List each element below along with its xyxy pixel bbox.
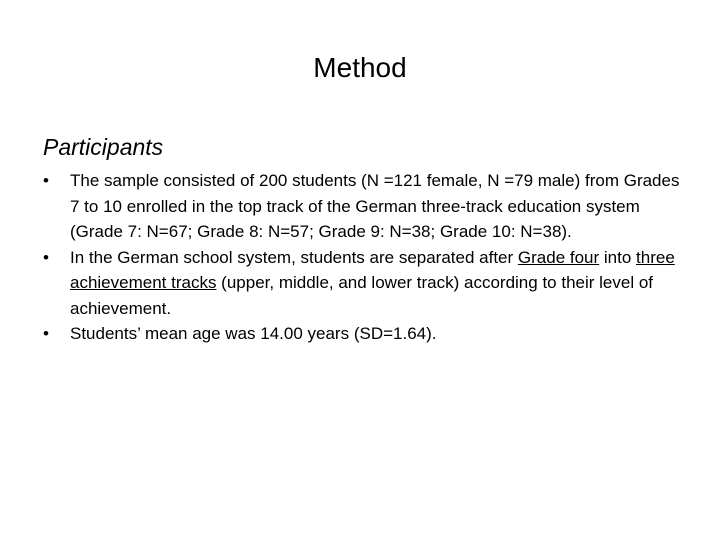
bullet-marker: • xyxy=(43,171,49,190)
bullet-item-mean-age xyxy=(43,321,683,347)
bullet-marker: • xyxy=(43,247,49,267)
bullet-text: The sample consisted of 200 students (N =121 female, N =79 male) from Grades 7 to 10 enrolled in the top track of the German three-track education system (Grade 7: N=67; Grade 8: N=57; Grade 9: N=38; Grade 10: N=38). xyxy=(70,171,680,241)
bullet-text: into xyxy=(599,247,637,267)
bullet-marker: • xyxy=(43,324,49,343)
bullet-list xyxy=(43,168,683,347)
bullet-text: In the German school system, students are separated after xyxy=(70,247,518,267)
bullet-item-school-system xyxy=(43,245,683,322)
bullet-text: (upper, middle, and lower track) according to their level of achievement. xyxy=(70,273,653,318)
bullet-item-sample xyxy=(43,168,683,245)
underlined-term-achievement-tracks: three achievement tracks xyxy=(70,247,675,292)
section-heading-participants: Participants xyxy=(43,134,164,160)
bullet-text: Students’ mean age was 14.00 years (SD=1.64). xyxy=(70,324,437,343)
slide-title: Method xyxy=(313,52,407,83)
underlined-term-grade-four: Grade four xyxy=(517,247,600,267)
